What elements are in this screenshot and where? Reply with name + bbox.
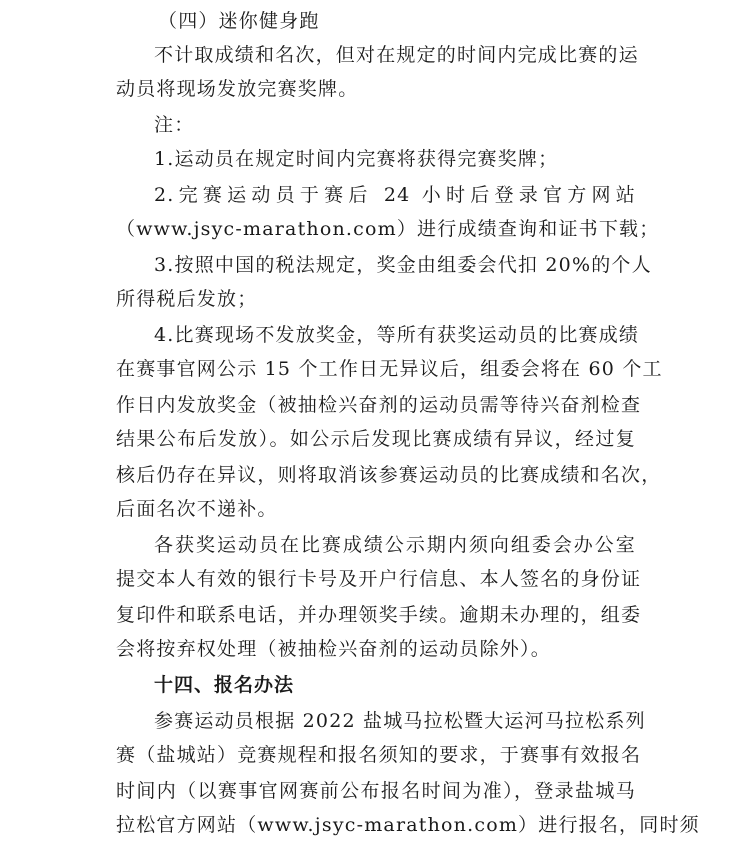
note-3-line-2: 所得税后发放；	[116, 288, 258, 310]
note-4-line-6: 后面名次不递补。	[116, 498, 278, 520]
note-4-line-5: 核后仍存在异议，则将取消该参赛运动员的比赛成绩和名次，	[116, 464, 662, 486]
notes-label: 注：	[154, 114, 195, 136]
note-4-line-2: 在赛事官网公示 15 个工作日无异议后，组委会将在 60 个工	[116, 358, 663, 380]
section-fourteen-body-line-1: 参赛运动员根据 2022 盐城马拉松暨大运河马拉松系列	[154, 710, 646, 732]
note-1: 1.运动员在规定时间内完赛将获得完赛奖牌；	[154, 148, 559, 170]
section-four-title: （四）迷你健身跑	[158, 10, 320, 32]
section-fourteen-body-line-4: 拉松官方网站（www.jsyc-marathon.com）进行报名，同时须	[116, 814, 700, 836]
note-3-line-1: 3.按照中国的税法规定，奖金由组委会代扣 20%的个人	[154, 254, 652, 276]
note-4-line-1: 4.比赛现场不发放奖金，等所有获奖运动员的比赛成绩	[154, 324, 640, 346]
note-2-line-2: （www.jsyc-marathon.com）进行成绩查询和证书下载；	[116, 218, 660, 240]
note-4-line-4: 结果公布后发放）。如公示后发现比赛成绩有异议，经过复	[116, 428, 636, 450]
award-paragraph-line-2: 提交本人有效的银行卡号及开户行信息、本人签名的身份证	[116, 568, 642, 590]
note-4-line-3: 作日内发放奖金（被抽检兴奋剂的运动员需等待兴奋剂检查	[116, 394, 642, 416]
award-paragraph-line-1: 各获奖运动员在比赛成绩公示期内须向组委会办公室	[154, 534, 636, 556]
note-2-line-1: 2.完赛运动员于赛后 24 小时后登录官方网站	[154, 184, 636, 206]
section-fourteen-body-line-3: 时间内（以赛事官网赛前公布报名时间为准），登录盐城马	[116, 780, 636, 802]
award-paragraph-line-4: 会将按弃权处理（被抽检兴奋剂的运动员除外）。	[116, 638, 551, 660]
section-four-body-line-1: 不计取成绩和名次，但对在规定的时间内完成比赛的运	[154, 44, 639, 66]
section-four-body-line-2: 动员将现场发放完赛奖牌。	[116, 78, 359, 100]
section-fourteen-title: 十四、报名办法	[154, 674, 295, 696]
award-paragraph-line-3: 复印件和联系电话，并办理领奖手续。逾期未办理的，组委	[116, 604, 642, 626]
section-fourteen-body-line-2: 赛（盐城站）竞赛规程和报名须知的要求，于赛事有效报名	[116, 744, 642, 766]
